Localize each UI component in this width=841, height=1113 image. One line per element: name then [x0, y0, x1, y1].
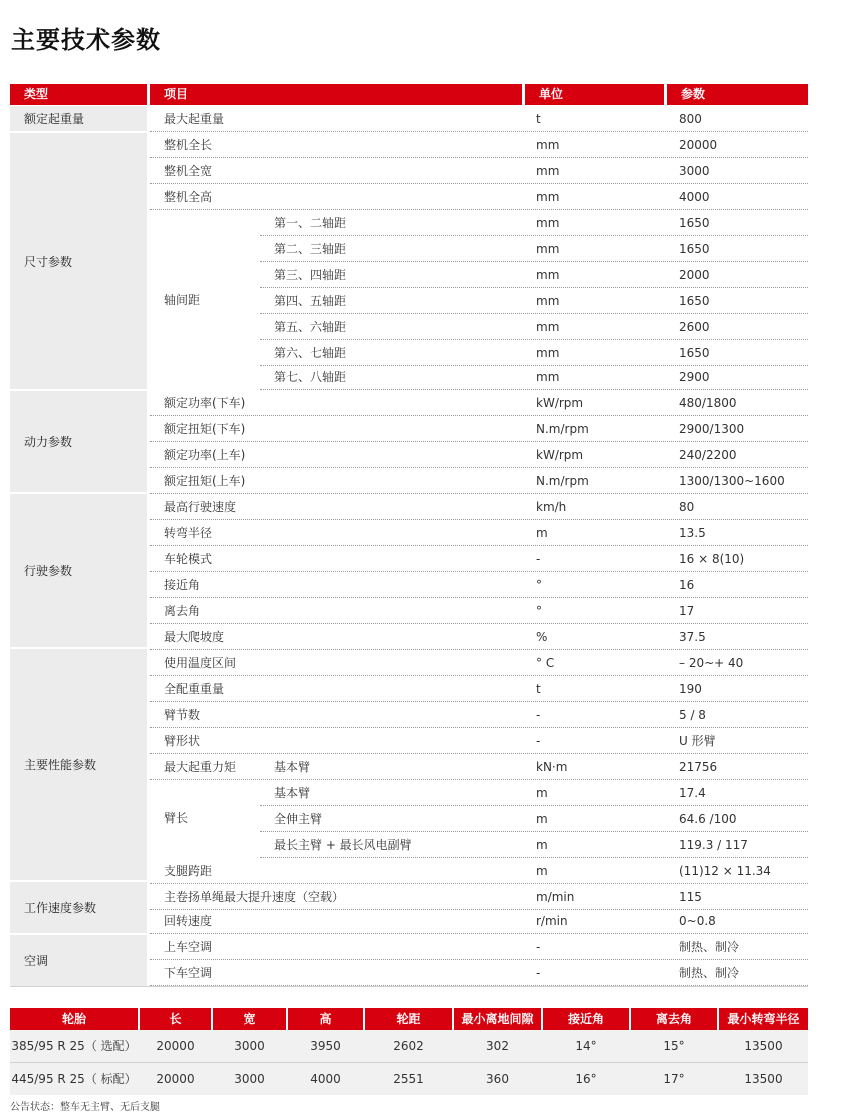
unit-cell: mm [536, 190, 560, 204]
unit-cell: ° [536, 604, 542, 618]
table-row [150, 520, 808, 546]
sub-item-cell: 基本臂 [274, 760, 311, 774]
tire-cell: 15° [663, 1039, 685, 1053]
item-cell: 臂形状 [164, 734, 201, 748]
value-cell: 1650 [679, 294, 710, 308]
item-cell: 最大爬坡度 [164, 630, 225, 644]
value-cell: 17 [679, 604, 695, 618]
unit-cell: m [536, 786, 548, 800]
table-row [150, 908, 808, 934]
value-cell: 240/2200 [679, 448, 737, 462]
table-row [260, 340, 808, 366]
sub-item-cell: 第一、二轴距 [274, 216, 347, 230]
item-cell: 额定功率(上车) [164, 448, 246, 462]
tire-cell: 3000 [234, 1039, 265, 1053]
unit-cell: m [536, 526, 548, 540]
tire-cell: 16° [575, 1072, 597, 1086]
item-cell: 离去角 [164, 604, 201, 618]
tire-cell: 13500 [744, 1039, 783, 1053]
table-row [260, 832, 808, 858]
category-label: 空调 [24, 954, 49, 968]
value-cell: 37.5 [679, 630, 706, 644]
value-cell: 115 [679, 890, 702, 904]
unit-cell: ° [536, 578, 542, 592]
table-row [150, 468, 808, 494]
value-cell: 0~0.8 [679, 914, 716, 928]
category-label: 动力参数 [24, 435, 73, 449]
tire-cell: 20000 [156, 1039, 195, 1053]
unit-cell: mm [536, 242, 560, 256]
unit-cell: mm [536, 164, 560, 178]
item-cell: 最高行驶速度 [164, 500, 237, 514]
sub-item-cell: 第五、六轴距 [274, 320, 347, 334]
item-cell: 最大起重力矩 [164, 760, 237, 774]
unit-cell: m/min [536, 890, 575, 904]
table-row [150, 184, 808, 210]
table-row [150, 754, 808, 780]
item-cell: 额定功率(下车) [164, 396, 246, 410]
item-cell: 上车空调 [164, 940, 213, 954]
table-row [150, 158, 808, 184]
unit-cell: m [536, 838, 548, 852]
tire-cell: 3000 [234, 1072, 265, 1086]
unit-cell: - [536, 966, 541, 980]
value-cell: – 20~+ 40 [679, 656, 744, 670]
tire-header: 长 [140, 1008, 211, 1030]
tire-cell: 385/95 R 25（ 选配） [11, 1039, 137, 1053]
unit-cell: kW/rpm [536, 396, 584, 410]
tire-header: 离去角 [631, 1008, 717, 1030]
value-cell: 制热、制冷 [679, 940, 740, 954]
value-cell: 21756 [679, 760, 718, 774]
table-row [150, 390, 808, 416]
category-cell [10, 391, 147, 492]
table-row [260, 364, 808, 390]
value-cell: 480/1800 [679, 396, 737, 410]
value-cell: 5 / 8 [679, 708, 706, 722]
value-cell: 制热、制冷 [679, 966, 740, 980]
value-cell: 4000 [679, 190, 710, 204]
unit-cell: % [536, 630, 548, 644]
sub-item-cell: 第七、八轴距 [274, 370, 347, 384]
sub-item-cell: 基本臂 [274, 786, 311, 800]
sub-item-cell: 第六、七轴距 [274, 346, 347, 360]
header-unit: 单位 [525, 84, 664, 105]
table-row [150, 132, 808, 158]
table-row [260, 314, 808, 340]
unit-cell: - [536, 734, 541, 748]
unit-cell: t [536, 682, 541, 696]
category-cell [10, 106, 147, 131]
unit-cell: m [536, 864, 548, 878]
tire-cell: 20000 [156, 1072, 195, 1086]
table-row [150, 546, 808, 572]
item-cell: 整机全高 [164, 190, 213, 204]
table-row [150, 960, 808, 986]
tire-header: 轮距 [365, 1008, 452, 1030]
tire-cell: 2551 [393, 1072, 424, 1086]
value-cell: 3000 [679, 164, 710, 178]
item-cell: 最大起重量 [164, 112, 225, 126]
table-row [260, 288, 808, 314]
table-row [260, 236, 808, 262]
item-cell: 回转速度 [164, 914, 213, 928]
value-cell: 17.4 [679, 786, 706, 800]
unit-cell: t [536, 112, 541, 126]
footnote: 公告状态：整车无主臂、无后支腿 [10, 1102, 160, 1113]
unit-cell: ° C [536, 656, 555, 670]
unit-cell: mm [536, 294, 560, 308]
tire-cell: 3950 [310, 1039, 341, 1053]
table-row [150, 106, 808, 132]
value-cell: U 形臂 [679, 734, 716, 748]
header-type: 类型 [10, 84, 147, 105]
table-row [150, 728, 808, 754]
item-cell: 整机全长 [164, 138, 213, 152]
item-cell: 车轮模式 [164, 552, 213, 566]
category-label: 主要性能参数 [24, 758, 97, 772]
value-cell: 2900/1300 [679, 422, 745, 436]
unit-cell: mm [536, 320, 560, 334]
table-row [150, 650, 808, 676]
sub-item-cell: 第四、五轴距 [274, 294, 347, 308]
value-cell: 1300/1300~1600 [679, 474, 785, 488]
value-cell: 190 [679, 682, 702, 696]
tire-cell: 17° [663, 1072, 685, 1086]
tire-cell: 14° [575, 1039, 597, 1053]
item-cell: 全配重重量 [164, 682, 225, 696]
unit-cell: N.m/rpm [536, 474, 589, 488]
table-row [150, 598, 808, 624]
item-cell: 支腿跨距 [164, 864, 213, 878]
group-label-boom: 臂长 [164, 811, 189, 825]
tire-header: 最小转弯半径 [719, 1008, 808, 1030]
value-cell: 16 × 8(10) [679, 552, 745, 566]
table-row [260, 210, 808, 236]
category-cell [10, 133, 147, 389]
category-cell [10, 649, 147, 880]
tire-cell: 2602 [393, 1039, 424, 1053]
value-cell: 800 [679, 112, 702, 126]
item-cell: 主卷扬单绳最大提升速度（空载） [164, 890, 345, 904]
tire-header: 高 [288, 1008, 363, 1030]
page-title: 主要技术参数 [11, 26, 161, 54]
table-row [260, 780, 808, 806]
table-row [150, 884, 808, 910]
value-cell: 2900 [679, 370, 710, 384]
item-cell: 转弯半径 [164, 526, 213, 540]
value-cell: 2000 [679, 268, 710, 282]
value-cell: 13.5 [679, 526, 706, 540]
value-cell: 1650 [679, 242, 710, 256]
table-row [150, 858, 808, 884]
group-label-axle: 轴间距 [164, 293, 201, 307]
item-cell: 下车空调 [164, 966, 213, 980]
unit-cell: - [536, 708, 541, 722]
tire-header: 轮胎 [10, 1008, 138, 1030]
category-cell [10, 935, 147, 986]
item-cell: 整机全宽 [164, 164, 213, 178]
unit-cell: N.m/rpm [536, 422, 589, 436]
unit-cell: mm [536, 138, 560, 152]
value-cell: 80 [679, 500, 695, 514]
sub-item-cell: 最长主臂 + 最长风电副臂 [274, 838, 412, 852]
category-cell [10, 882, 147, 933]
unit-cell: mm [536, 346, 560, 360]
header-value: 参数 [667, 84, 808, 105]
value-cell: 16 [679, 578, 695, 592]
unit-cell: mm [536, 216, 560, 230]
category-cell [10, 494, 147, 647]
unit-cell: - [536, 940, 541, 954]
tire-cell: 445/95 R 25（ 标配） [11, 1072, 137, 1086]
tire-header: 接近角 [543, 1008, 629, 1030]
tire-header: 宽 [213, 1008, 286, 1030]
value-cell: 64.6 /100 [679, 812, 737, 826]
table-row [150, 934, 808, 960]
item-cell: 接近角 [164, 578, 201, 592]
item-cell: 额定扭矩(上车) [164, 474, 246, 488]
category-label: 尺寸参数 [24, 254, 73, 269]
value-cell: (11)12 × 11.34 [679, 864, 771, 878]
category-label: 额定起重量 [24, 112, 85, 126]
tire-cell: 4000 [310, 1072, 341, 1086]
table-row [260, 806, 808, 832]
category-label: 工作速度参数 [24, 901, 97, 915]
table-row [150, 572, 808, 598]
header-item: 项目 [150, 84, 522, 105]
table-row [260, 262, 808, 288]
table-row [150, 416, 808, 442]
item-cell: 臂节数 [164, 708, 201, 722]
unit-cell: kW/rpm [536, 448, 584, 462]
value-cell: 2600 [679, 320, 710, 334]
tire-cell: 13500 [744, 1072, 783, 1086]
table-bottom-line [10, 986, 808, 987]
value-cell: 20000 [679, 138, 718, 152]
category-label: 行驶参数 [24, 564, 73, 578]
value-cell: 119.3 / 117 [679, 838, 748, 852]
unit-cell: mm [536, 370, 560, 384]
tire-cell: 360 [486, 1072, 509, 1086]
unit-cell: km/h [536, 500, 567, 514]
item-cell: 额定扭矩(下车) [164, 422, 246, 436]
tire-header: 最小离地间隙 [454, 1008, 541, 1030]
table-row [150, 494, 808, 520]
table-row [150, 702, 808, 728]
sub-item-cell: 第二、三轴距 [274, 242, 347, 256]
sub-item-cell: 全伸主臂 [274, 812, 323, 826]
value-cell: 1650 [679, 216, 710, 230]
table-row [150, 676, 808, 702]
unit-cell: - [536, 552, 541, 566]
unit-cell: mm [536, 268, 560, 282]
table-row [150, 624, 808, 650]
unit-cell: r/min [536, 914, 568, 928]
item-cell: 使用温度区间 [164, 656, 237, 670]
table-row [150, 442, 808, 468]
unit-cell: kN·m [536, 760, 568, 774]
sub-item-cell: 第三、四轴距 [274, 268, 347, 282]
unit-cell: m [536, 812, 548, 826]
value-cell: 1650 [679, 346, 710, 360]
tire-cell: 302 [486, 1039, 509, 1053]
